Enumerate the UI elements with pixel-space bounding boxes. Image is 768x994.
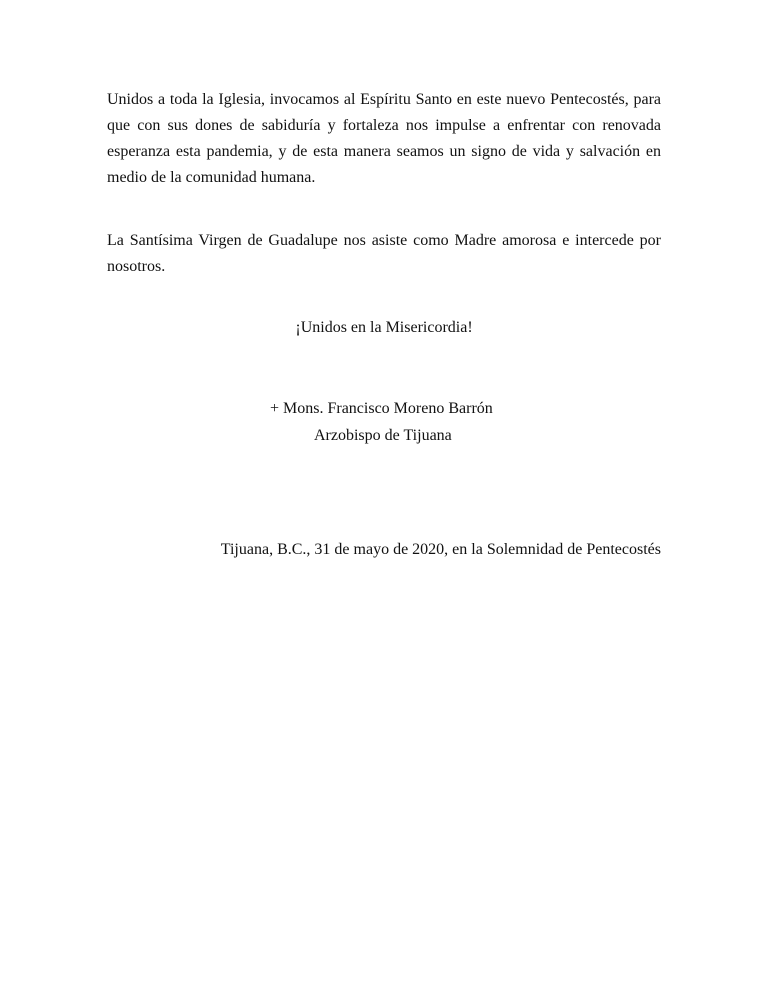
signer-name: + Mons. Francisco Moreno Barrón [270, 400, 493, 417]
closing-line: ¡Unidos en la Misericordia! [295, 319, 473, 336]
body-paragraph-1: Unidos a toda la Iglesia, invocamos al Espíritu Santo en este nuevo Pentecostés, para que con sus dones de sabiduría y fortaleza nos impulse a enfrentar con renovada esperanza esta pandemia, y de esta manera seamos un signo de vida y salvación en medio de la comunidad humana. [107, 91, 661, 186]
body-paragraph-2: La Santísima Virgen de Guadalupe nos asiste como Madre amorosa e intercede por nosotros. [107, 232, 661, 275]
place-date-line: Tijuana, B.C., 31 de mayo de 2020, en la Solemnidad de Pentecostés [220, 541, 661, 558]
signer-title: Arzobispo de Tijuana [314, 427, 452, 444]
